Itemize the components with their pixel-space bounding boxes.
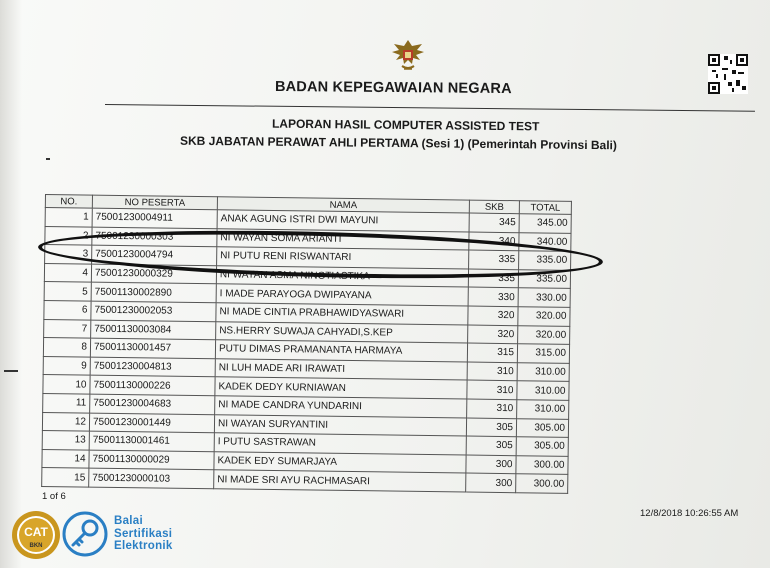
cat-bkn-logo-icon — [10, 509, 62, 561]
cell-total: 300.00 — [516, 474, 568, 493]
cell-total: 340.00 — [519, 232, 571, 251]
organization-name: BADAN KEPEGAWAIAN NEGARA — [274, 78, 512, 98]
cell-nama: NI MADE CANDRA YUNDARINI — [215, 396, 467, 418]
cell-no: 7 — [44, 319, 91, 338]
brand-line-2: Sertifikasi — [114, 527, 173, 540]
cell-nama: KADEK DEDY KURNIAWAN — [215, 377, 467, 399]
column-header-nama: NAMA — [217, 197, 469, 213]
cell-skb: 335 — [469, 250, 519, 269]
cell-no-peserta: 75001230004794 — [92, 245, 217, 265]
cell-no: 4 — [44, 263, 91, 282]
cell-no-peserta: 75001130002890 — [91, 282, 216, 302]
cell-nama: PUTU DIMAS PRAMANANTA HARMAYA — [215, 340, 467, 362]
cell-total: 335.00 — [518, 269, 570, 288]
cell-skb: 330 — [468, 287, 518, 306]
cell-no-peserta: 75001230000103 — [89, 468, 214, 488]
cell-no: 5 — [44, 282, 91, 301]
cell-no-peserta: 75001230004813 — [90, 357, 215, 377]
cell-no: 11 — [43, 393, 90, 412]
cell-total: 300.00 — [516, 455, 568, 474]
cell-skb: 300 — [466, 455, 516, 474]
cell-total: 345.00 — [519, 214, 571, 233]
cat-logo-text: CAT — [24, 525, 48, 539]
column-header-peserta: NO PESERTA — [92, 195, 217, 210]
column-header-total: TOTAL — [519, 201, 571, 215]
cell-skb: 320 — [468, 306, 518, 325]
bse-brand-text — [114, 515, 173, 553]
cell-no-peserta: 75001230000303 — [92, 227, 217, 247]
cell-total: 320.00 — [518, 325, 570, 344]
cell-total: 315.00 — [517, 344, 569, 363]
cell-no: 12 — [42, 412, 89, 431]
cell-nama: ANAK AGUNG ISTRI DWI MAYUNI — [217, 210, 469, 232]
cell-no: 6 — [44, 300, 91, 319]
cell-skb: 300 — [466, 473, 516, 492]
cell-no-peserta: 75001230000329 — [91, 264, 216, 284]
garuda-emblem-icon — [390, 36, 426, 76]
cell-no: 14 — [42, 449, 89, 468]
cell-total: 320.00 — [518, 307, 570, 326]
cell-nama: NI LUH MADE ARI IRAWATI — [215, 358, 467, 380]
cell-no: 15 — [42, 468, 89, 487]
page-number: 1 of 6 — [42, 491, 66, 502]
cell-no-peserta: 75001130000029 — [89, 450, 214, 470]
cell-total: 305.00 — [516, 418, 568, 437]
cell-nama: NI MADE SRI AYU RACHMASARI — [214, 470, 466, 492]
cell-total: 310.00 — [517, 400, 569, 419]
cell-nama: NI WAYAN SURYANTINI — [214, 414, 466, 436]
cell-skb: 305 — [466, 436, 516, 455]
cell-nama: I MADE PARAYOGA DWIPAYANA — [216, 284, 468, 306]
cell-total: 335.00 — [519, 251, 571, 270]
cat-logo-subtext: BKN — [29, 543, 43, 549]
cell-total: 330.00 — [518, 288, 570, 307]
cell-no: 3 — [45, 245, 92, 264]
column-header-skb: SKB — [469, 200, 519, 214]
report-title: LAPORAN HASIL COMPUTER ASSISTED TEST — [271, 116, 540, 134]
header-divider — [105, 104, 755, 112]
cell-skb: 340 — [469, 232, 519, 251]
qr-code-icon[interactable] — [708, 54, 748, 94]
cell-no-peserta: 75001230002053 — [91, 301, 216, 321]
cell-no: 9 — [43, 356, 90, 375]
cell-skb: 310 — [467, 399, 517, 418]
cell-skb: 315 — [467, 343, 517, 362]
cell-no-peserta: 75001130000226 — [90, 375, 215, 395]
cell-no: 2 — [45, 226, 92, 245]
cell-skb: 320 — [468, 325, 518, 344]
brand-line-1: Balai — [114, 515, 143, 527]
cell-nama: NI WAYAN ASMA NINGTIASTIKA — [216, 266, 468, 288]
cell-skb: 305 — [466, 418, 516, 437]
cell-skb: 310 — [467, 362, 517, 381]
cell-total: 310.00 — [517, 362, 569, 381]
cell-no-peserta: 75001130001461 — [89, 431, 214, 451]
cell-no-peserta: 75001230001449 — [89, 413, 214, 433]
cell-total: 310.00 — [517, 381, 569, 400]
bse-key-logo-icon — [62, 511, 108, 557]
cell-nama: NI WAYAN SOMA ARIANTI — [217, 228, 469, 250]
print-timestamp: 12/8/2018 10:26:55 AM — [640, 508, 739, 519]
cell-no-peserta: 75001130003084 — [91, 320, 216, 340]
cell-no: 8 — [43, 338, 90, 357]
cell-no-peserta: 75001230004911 — [92, 208, 217, 228]
cell-no-peserta: 75001230004683 — [90, 394, 215, 414]
brand-line-3: Elektronik — [114, 540, 173, 552]
cell-nama: KADEK EDY SUMARJAYA — [214, 451, 466, 473]
cell-no: 1 — [45, 208, 92, 227]
cell-nama: NS.HERRY SUWAJA CAHYADI,S.KEP — [216, 321, 468, 343]
cell-no-peserta: 75001130001457 — [90, 338, 215, 358]
cell-skb: 345 — [469, 213, 519, 232]
cell-no: 13 — [42, 431, 89, 450]
cell-nama: NI MADE CINTIA PRABHAWIDYASWARI — [216, 303, 468, 325]
cell-skb: 335 — [468, 269, 518, 288]
cell-total: 305.00 — [516, 437, 568, 456]
cell-nama: I PUTU SASTRAWAN — [214, 433, 466, 455]
report-subtitle: SKB JABATAN PERAWAT AHLI PERTAMA (Sesi 1) (Pemerintah Provinsi Bali) — [179, 133, 618, 153]
cell-nama: NI PUTU RENI RISWANTARI — [217, 247, 469, 269]
cell-skb: 310 — [467, 380, 517, 399]
scan-mark — [46, 158, 50, 160]
scan-mark — [4, 370, 18, 372]
column-header-no: NO. — [45, 195, 92, 209]
cell-no: 10 — [43, 375, 90, 394]
